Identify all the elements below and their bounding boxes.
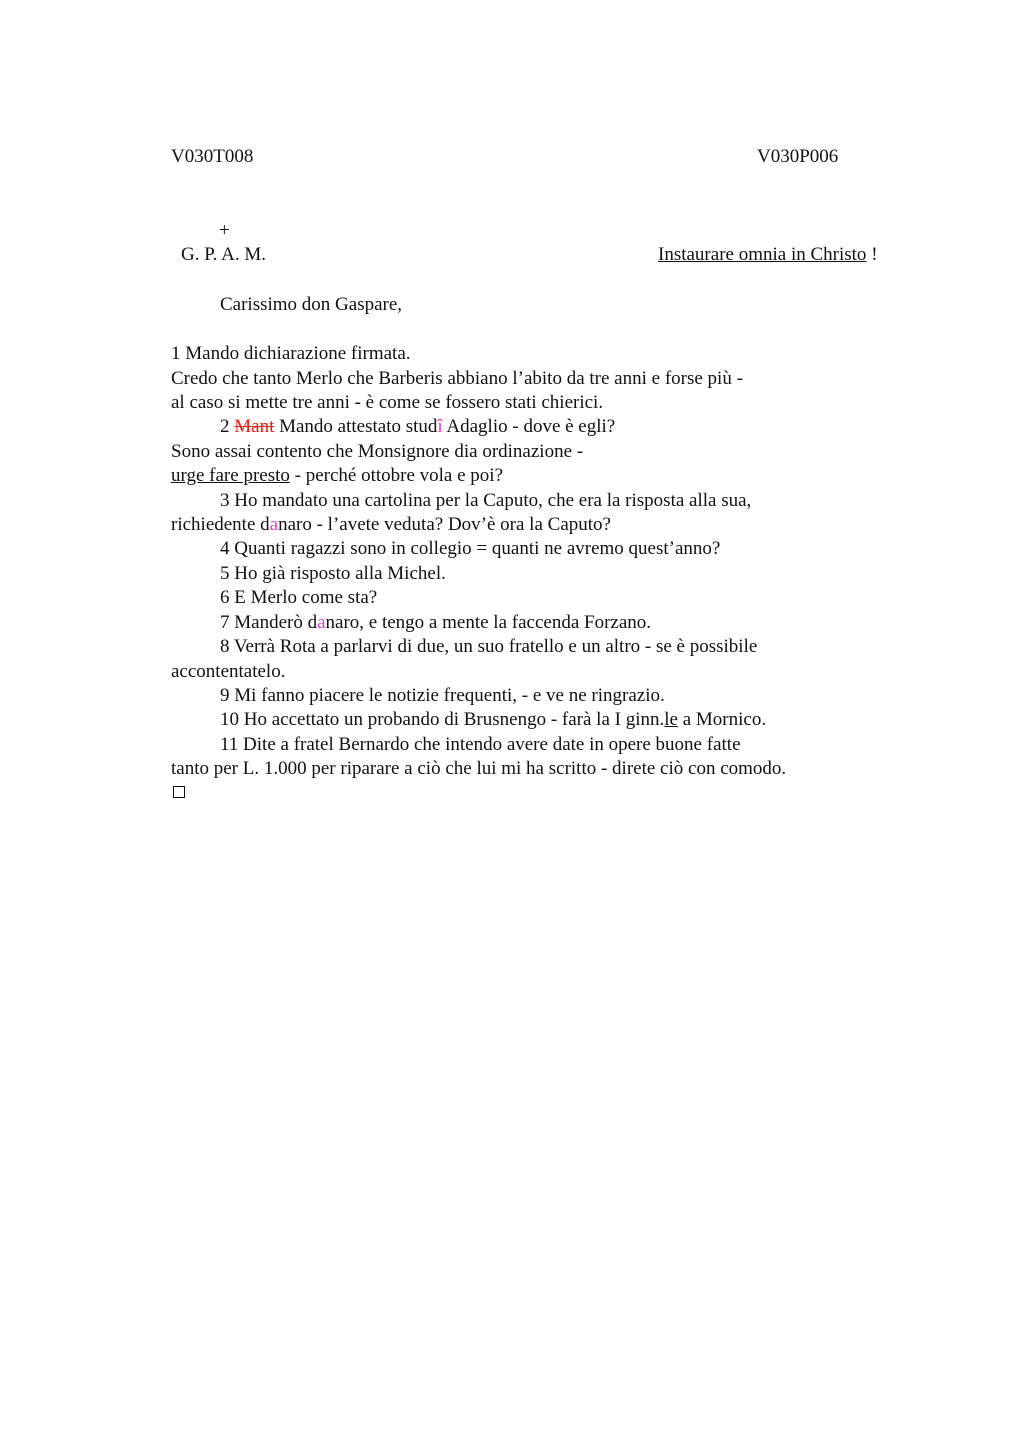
letter-line-10: 5 Ho già risposto alla Michel. bbox=[220, 563, 446, 584]
letter-text: 7 Manderò d bbox=[220, 612, 318, 633]
underlined-abbrev: le bbox=[664, 709, 678, 730]
editorial-mark: î bbox=[437, 416, 443, 437]
letter-line-4 bbox=[220, 415, 615, 439]
editorial-mark: a bbox=[269, 514, 279, 535]
letter-line-8 bbox=[171, 513, 611, 537]
letter-line-1: 1 Mando dichiarazione firmata. bbox=[171, 343, 411, 364]
motto bbox=[658, 244, 878, 266]
letter-line-11: 6 E Merlo come sta? bbox=[220, 587, 378, 608]
letter-line-7: 3 Ho mandato una cartolina per la Caputo, che era la risposta alla sua, bbox=[220, 490, 752, 511]
end-square-icon bbox=[173, 786, 185, 798]
letter-line-6 bbox=[171, 464, 503, 488]
letter-text: Mando attestato stud bbox=[274, 416, 438, 437]
document-code-right: V030P006 bbox=[757, 146, 839, 167]
letter-line-2: Credo che tanto Merlo che Barberis abbiano l’abito da tre anni e forse più - bbox=[171, 368, 743, 389]
motto-tail: ! bbox=[866, 244, 878, 265]
letter-text: 10 Ho accettato un probando di Brusnengo - farà la I ginn. bbox=[220, 709, 665, 730]
salutation: Carissimo don Gaspare, bbox=[220, 294, 403, 315]
document-code-left: V030T008 bbox=[171, 146, 254, 167]
letter-text: richiedente d bbox=[171, 514, 270, 535]
letter-text: naro, e tengo a mente la faccenda Forzano. bbox=[325, 612, 652, 633]
cross-mark: + bbox=[219, 220, 230, 241]
letter-line-9: 4 Quanti ragazzi sono in collegio = quanti ne avremo quest’anno? bbox=[220, 538, 721, 559]
letter-text: naro - l’avete veduta? Dov’è ora la Caputo? bbox=[278, 514, 611, 535]
gpam-heading: G. P. A. M. bbox=[181, 244, 266, 265]
letter-line-5: Sono assai contento che Monsignore dia ordinazione - bbox=[171, 441, 584, 462]
letter-text: a Mornico. bbox=[677, 709, 767, 730]
letter-text: - perché ottobre vola e poi? bbox=[289, 465, 504, 486]
letter-line-3: al caso si mette tre anni - è come se fossero stati chierici. bbox=[171, 392, 604, 413]
letter-line-16 bbox=[220, 708, 766, 732]
underlined-phrase: urge fare presto bbox=[171, 465, 290, 486]
item-number: 2 bbox=[220, 416, 235, 437]
letter-line-15: 9 Mi fanno piacere le notizie frequenti, - e ve ne ringrazio. bbox=[220, 685, 665, 706]
letter-line-18: tanto per L. 1.000 per riparare a ciò che lui mi ha scritto - direte ciò con comodo. bbox=[171, 758, 787, 779]
letter-line-12 bbox=[220, 611, 651, 635]
motto-text: Instaurare omnia in Christo bbox=[658, 244, 867, 265]
struck-word: Mant bbox=[234, 416, 275, 437]
letter-line-13: 8 Verrà Rota a parlarvi di due, un suo fratello e un altro - se è possibile bbox=[220, 636, 758, 657]
editorial-mark: a bbox=[317, 612, 326, 633]
letter-text: Adaglio - dove è egli? bbox=[442, 416, 616, 437]
letter-line-17: 11 Dite a fratel Bernardo che intendo avere date in opere buone fatte bbox=[220, 734, 741, 755]
letter-line-14: accontentatelo. bbox=[171, 661, 286, 682]
